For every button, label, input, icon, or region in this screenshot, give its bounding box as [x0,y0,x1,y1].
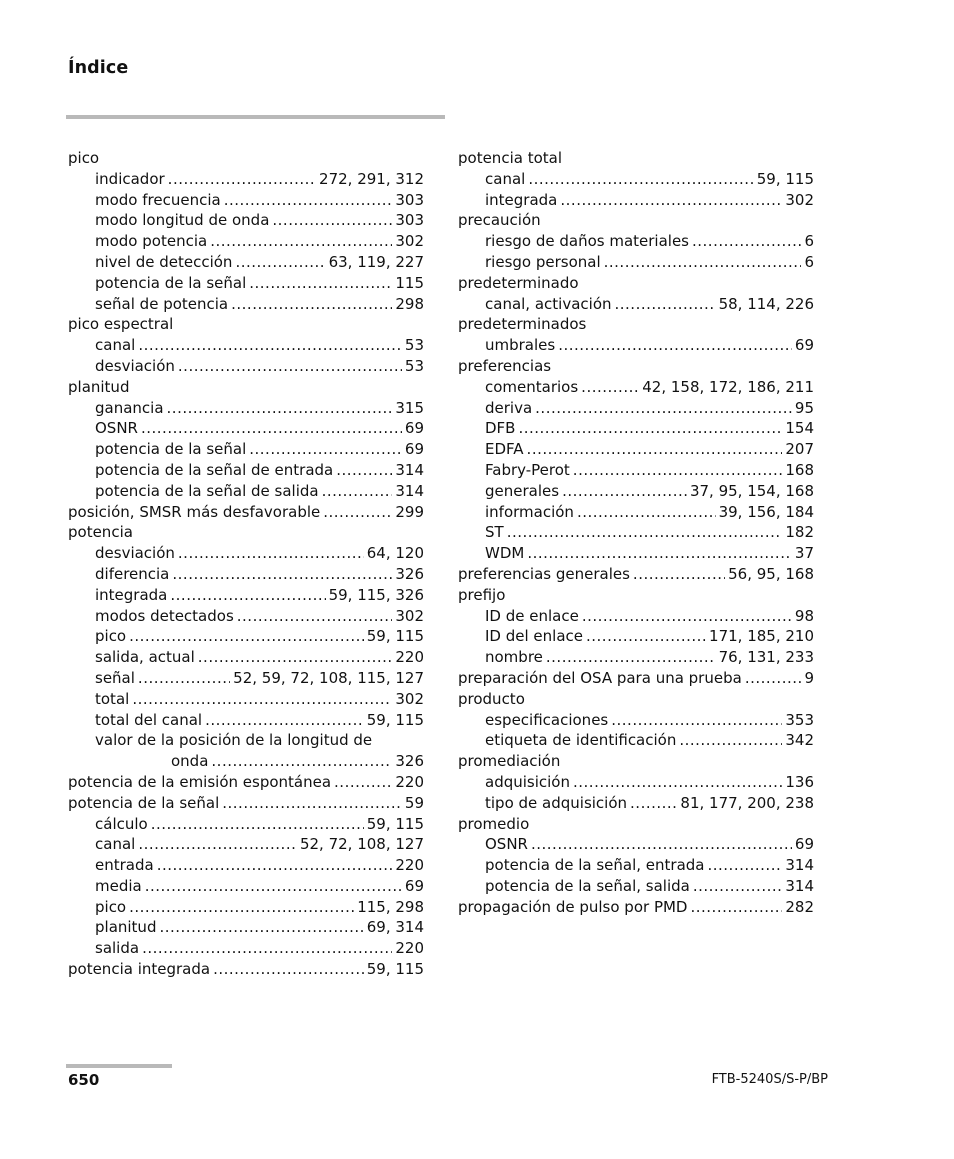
dot-leader [322,481,393,502]
dot-leader [178,356,402,377]
index-subentry [68,647,424,668]
index-term: indicador [95,169,165,188]
index-term: promedio [458,814,530,833]
index-subentry [68,231,424,252]
index-term: potencia de la señal de salida [95,481,319,500]
index-term: modo potencia [95,232,208,251]
index-term: riesgo personal [485,252,601,271]
dot-leader [336,460,392,481]
page-references: 303 [395,211,424,230]
index-term: integrada [95,585,168,604]
page-references: 69, 314 [366,918,424,937]
index-subentry [458,606,814,627]
index-term: desviación [95,356,175,375]
dot-leader [527,543,792,564]
index-term: pico [95,627,127,646]
index-entry [458,273,814,294]
index-subentry [458,710,814,731]
index-term: modo longitud de onda [95,211,270,230]
index-subentry [458,522,814,543]
page-references: 115 [395,273,424,292]
dot-leader [679,730,782,751]
index-term: potencia total [458,149,562,167]
index-term: canal [485,169,526,188]
index-subentry [68,585,424,606]
index-term: total [95,689,130,708]
index-subentry [68,689,424,710]
index-term: preparación del OSA para una prueba [458,668,742,687]
footer-divider [66,1064,172,1068]
index-subentry [458,335,814,356]
page-references: 59, 115 [366,627,424,646]
index-term: adquisición [485,772,570,791]
dot-leader [577,502,716,523]
index-term: OSNR [95,419,138,438]
dot-leader [586,626,706,647]
dot-leader [323,502,392,523]
index-subentry [68,190,424,211]
index-subentry [68,460,424,481]
index-subentry [68,398,424,419]
index-term: predeterminados [458,315,587,334]
index-term: salida [95,939,140,958]
page-references: 302 [395,689,424,708]
index-subentry [68,543,424,564]
index-term: ID del enlace [485,627,583,646]
page-references: 207 [785,440,814,459]
index-term: especificaciones [485,710,609,729]
index-term: información [485,502,574,521]
index-term: potencia de la emisión espontánea [68,772,332,791]
dot-leader [558,335,792,356]
page-references: 95 [794,398,814,417]
dot-leader [693,876,783,897]
index-subentry [68,814,424,835]
index-entry [68,772,424,793]
page-references: 326 [395,564,424,583]
index-subentry [68,668,424,689]
index-term: pico [95,897,127,916]
dot-leader [249,439,402,460]
page-references: 98 [794,606,814,625]
index-subentry [68,606,424,627]
index-subentry [458,543,814,564]
index-subentry [458,252,814,273]
index-subentry [68,335,424,356]
page-references: 6 [804,252,814,271]
dot-leader [235,252,325,273]
index-term: potencia de la señal, entrada [485,856,705,875]
page-references: 63, 119, 227 [328,252,424,271]
index-subentry [68,730,424,751]
index-subentry [68,439,424,460]
index-subentry [458,834,814,855]
page-references: 64, 120 [366,544,424,563]
dot-leader [573,772,782,793]
dot-leader [159,917,363,938]
index-entry [458,814,814,835]
index-subentry [458,418,814,439]
index-term: DFB [485,419,516,438]
index-entry [458,689,814,710]
dot-leader [630,793,677,814]
page-references: 53 [404,336,424,355]
page-references: 302 [395,606,424,625]
page-references: 69 [794,336,814,355]
index-term: predeterminado [458,273,579,292]
index-subentry [458,481,814,502]
dot-leader [172,564,392,585]
index-term: producto [458,689,525,708]
page-references: 171, 185, 210 [709,627,814,646]
index-term: señal [95,668,135,687]
page-references: 69 [404,419,424,438]
document-code: FTB-5240S/S-P/BP [711,1072,828,1087]
index-term: planitud [95,918,157,937]
index-subentry [458,855,814,876]
index-term: pico [68,149,100,167]
dot-leader [145,876,402,897]
page-references: 326 [395,752,424,771]
index-subentry [68,710,424,731]
index-column-right [458,148,814,917]
index-term: entrada [95,856,154,875]
index-subentry [458,169,814,190]
index-term: valor de la posición de la longitud de [95,731,373,750]
index-term: señal de potencia [95,294,229,313]
index-subentry [68,356,424,377]
index-term: OSNR [485,835,528,854]
index-term: media [95,876,142,895]
index-term: integrada [485,190,558,209]
dot-leader [745,668,802,689]
index-subentry [68,855,424,876]
page-references: 59, 115 [366,814,424,833]
dot-leader [213,959,364,980]
page-references: 56, 95, 168 [728,564,814,583]
page-references: 37, 95, 154, 168 [689,481,814,500]
dot-leader [582,606,792,627]
index-entry [458,148,814,169]
index-subentry [68,938,424,959]
header-divider [66,115,445,119]
index-term: preferencias [458,356,552,375]
index-term: posición, SMSR más desfavorable [68,502,321,521]
dot-leader [170,585,325,606]
dot-leader [690,897,782,918]
dot-leader [129,897,354,918]
dot-leader [141,418,402,439]
dot-leader [560,190,782,211]
index-column-left [68,148,424,980]
index-term: tipo de adquisición [485,793,628,812]
dot-leader [633,564,725,585]
dot-leader [573,460,783,481]
index-subentry [458,231,814,252]
index-term: total del canal [95,710,203,729]
index-term: etiqueta de identificación [485,731,677,750]
index-subentry [458,626,814,647]
page-references: 39, 156, 184 [718,502,814,521]
index-term: ganancia [95,398,164,417]
index-subentry [68,564,424,585]
page-references: 303 [395,190,424,209]
page-references: 302 [395,232,424,251]
dot-leader [151,814,364,835]
index-subentry [68,876,424,897]
page-number: 650 [68,1071,100,1089]
page-references: 42, 158, 172, 186, 211 [642,377,814,396]
dot-leader [615,294,716,315]
index-term: planitud [68,377,130,396]
dot-leader [222,793,402,814]
index-term: diferencia [95,564,170,583]
index-term: onda [171,752,209,771]
index-term: potencia de la señal [68,793,220,812]
index-entry [458,564,814,585]
index-term: potencia de la señal [95,273,247,292]
dot-leader [546,647,716,668]
dot-leader [178,543,364,564]
page-references: 59, 115 [756,169,814,188]
index-term: propagación de pulso por PMD [458,897,688,916]
dot-leader [132,689,392,710]
page-references: 315 [395,398,424,417]
index-subentry [68,252,424,273]
index-subentry [68,273,424,294]
page-references: 299 [395,502,424,521]
index-term: canal [95,336,136,355]
dot-leader [167,398,393,419]
index-term: comentarios [485,377,579,396]
page-references: 59 [404,793,424,812]
dot-leader [249,273,392,294]
dot-leader [157,855,393,876]
index-term: potencia integrada [68,960,211,979]
index-subentry [68,294,424,315]
index-term: promediación [458,752,561,771]
page-references: 314 [785,856,814,875]
page-references: 76, 131, 233 [718,648,814,667]
dot-leader [138,834,297,855]
page-references: 9 [804,668,814,687]
index-entry [68,522,424,543]
dot-leader [507,522,783,543]
page-references: 37 [794,544,814,563]
index-subentry [68,834,424,855]
page-references: 59, 115 [366,710,424,729]
page-references: 52, 72, 108, 127 [299,835,424,854]
index-subentry [458,647,814,668]
page-references: 115, 298 [357,897,424,916]
dot-leader [611,710,782,731]
page-references: 220 [395,772,424,791]
index-term: EDFA [485,440,524,459]
page-references: 154 [785,419,814,438]
page-references: 272, 291, 312 [319,169,424,188]
index-term: ID de enlace [485,606,579,625]
page-references: 52, 59, 72, 108, 115, 127 [233,668,424,687]
index-entry [68,314,424,335]
index-term: potencia de la señal [95,440,247,459]
page-references: 353 [785,710,814,729]
index-subentry [68,917,424,938]
index-term: WDM [485,544,525,563]
index-entry [458,668,814,689]
dot-leader [129,626,364,647]
index-subentry [458,730,814,751]
page-references: 168 [785,460,814,479]
page-references: 58, 114, 226 [718,294,814,313]
dot-leader [707,855,782,876]
page-references: 59, 115 [366,960,424,979]
index-term: modos detectados [95,606,234,625]
dot-leader [692,231,801,252]
index-term: deriva [485,398,533,417]
page-references: 136 [785,772,814,791]
dot-leader [168,169,316,190]
index-term: umbrales [485,336,556,355]
index-term: precaución [458,211,541,230]
index-entry [458,356,814,377]
dot-leader [198,647,393,668]
index-entry [68,502,424,523]
page-references: 282 [785,897,814,916]
page-references: 220 [395,648,424,667]
index-subentry [68,751,424,772]
index-term: cálculo [95,814,148,833]
dot-leader [518,418,782,439]
index-entry [458,751,814,772]
dot-leader [205,710,364,731]
index-entry [68,377,424,398]
index-subentry [68,481,424,502]
index-entry [68,148,424,169]
index-subentry [68,210,424,231]
page-references: 69 [404,876,424,895]
dot-leader [272,210,392,231]
index-entry [68,793,424,814]
index-entry [458,210,814,231]
page-references: 59, 115, 326 [328,585,424,604]
index-subentry [68,169,424,190]
page-references: 314 [395,460,424,479]
index-entry [458,585,814,606]
page-references: 182 [785,523,814,542]
dot-leader [535,398,792,419]
dot-leader [224,190,393,211]
index-term: salida, actual [95,648,195,667]
page-references: 314 [785,876,814,895]
dot-leader [604,252,802,273]
dot-leader [531,834,792,855]
dot-leader [581,377,639,398]
page-references: 314 [395,481,424,500]
index-entry [68,959,424,980]
page-references: 342 [785,731,814,750]
index-term: prefijo [458,585,506,604]
index-term: desviación [95,544,175,563]
page-references: 53 [404,356,424,375]
dot-leader [527,439,783,460]
page-references: 298 [395,294,424,313]
page-title: Índice [68,58,129,78]
index-term: canal, activación [485,294,612,313]
index-term: ST [485,523,504,542]
page-references: 69 [794,835,814,854]
page-references: 220 [395,856,424,875]
index-subentry [458,772,814,793]
index-term: generales [485,481,560,500]
dot-leader [138,335,402,356]
index-subentry [458,876,814,897]
index-subentry [458,502,814,523]
dot-leader [142,938,392,959]
index-entry [458,314,814,335]
index-term: potencia de la señal, salida [485,876,690,895]
page-references: 81, 177, 200, 238 [680,793,814,812]
page-references: 220 [395,939,424,958]
dot-leader [528,169,753,190]
index-term: preferencias generales [458,564,630,583]
index-subentry [458,294,814,315]
index-term: pico espectral [68,315,174,334]
index-subentry [458,793,814,814]
index-term: riesgo de daños materiales [485,232,689,251]
index-entry [458,897,814,918]
index-term: Fabry-Perot [485,460,570,479]
index-subentry [458,398,814,419]
page-references: 69 [404,440,424,459]
index-subentry [68,897,424,918]
index-subentry [458,377,814,398]
dot-leader [237,606,393,627]
index-subentry [68,626,424,647]
page-references: 302 [785,190,814,209]
dot-leader [231,294,392,315]
index-term: nombre [485,648,543,667]
index-term: nivel de detección [95,252,233,271]
index-term: potencia [68,523,133,542]
index-subentry [458,460,814,481]
index-term: canal [95,835,136,854]
index-subentry [458,439,814,460]
dot-leader [562,481,687,502]
dot-leader [138,668,230,689]
index-subentry [68,418,424,439]
dot-leader [334,772,392,793]
index-term: modo frecuencia [95,190,221,209]
dot-leader [211,751,392,772]
dot-leader [210,231,392,252]
page-references: 6 [804,232,814,251]
index-subentry [458,190,814,211]
index-term: potencia de la señal de entrada [95,460,334,479]
